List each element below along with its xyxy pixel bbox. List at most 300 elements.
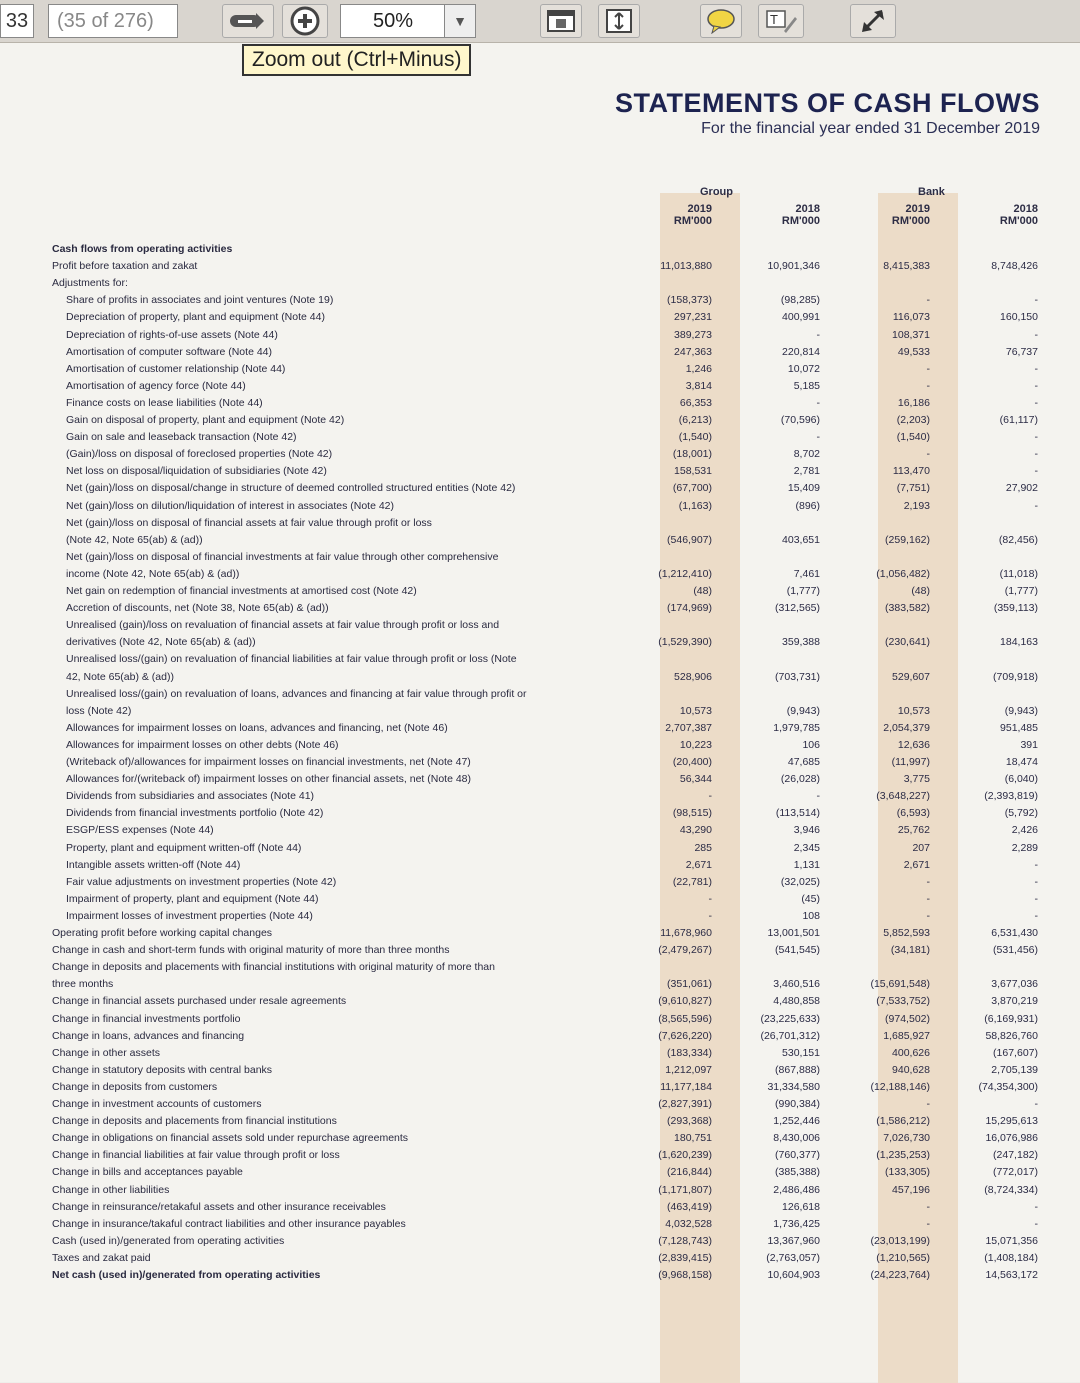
row-label: Allowances for/(writeback of) impairment losses on other financial assets, net (Note 48) [66,773,472,786]
row-value: (158,373) [667,294,712,307]
row-label: Impairment losses of investment properties (Note 44) [66,909,313,922]
table-row [0,806,1080,821]
row-value: (7,626,220) [658,1029,712,1042]
row-value: 391 [1020,738,1038,751]
table-row [0,447,1080,462]
row-value: 116,073 [892,311,930,324]
row-value: 529,607 [892,670,930,683]
table-row [0,550,1080,565]
column-unit: RM'000 [891,215,930,227]
zoom-out-button[interactable] [222,4,274,38]
row-value: - [926,448,930,461]
fit-page-button[interactable] [540,4,582,38]
row-value: 5,185 [793,379,820,392]
row-label: Amortisation of agency force (Note 44) [66,379,246,392]
row-value: (26,701,312) [760,1029,820,1042]
row-value: (1,408,184) [984,1251,1038,1264]
row-label: Unrealised loss/(gain) on revaluation of loans, advances and financing at fair value through profit or [66,687,527,700]
row-value: 940,628 [892,1063,930,1076]
row-value: (167,607) [993,1046,1038,1059]
row-value: - [1034,379,1038,392]
row-value: 8,748,426 [991,260,1038,273]
row-value: - [1034,1098,1038,1110]
table-row [0,481,1080,496]
column-year: 2019 [687,203,712,215]
column-unit: RM'000 [781,215,820,227]
row-label: Intangible assets written-off (Note 44) [66,858,241,871]
row-value: 5,852,593 [883,927,930,939]
row-value: - [926,362,930,375]
row-value: (1,056,482) [876,567,930,580]
row-value: (9,943) [786,704,820,717]
row-value: (70,596) [780,414,820,426]
row-value: 66,353 [679,396,712,409]
statement-title: STATEMENTS OF CASH FLOWS [615,88,1040,118]
statement-subtitle: For the financial year ended 31 December 2019 [701,120,1040,137]
row-value: - [1034,1200,1038,1213]
row-label: ESGP/ESS expenses (Note 44) [66,824,214,837]
row-value: 2,671 [903,858,930,871]
column-header-bank-2019 [840,203,930,227]
row-value: (1,171,807) [658,1183,712,1196]
table-row [0,635,1080,650]
row-label: Unrealised (gain)/loss on revaluation of financial assets at fair value through profit or loss and [66,619,500,632]
text-edit-button[interactable] [758,4,804,38]
table-row [0,875,1080,890]
row-value: (6,169,931) [984,1012,1038,1025]
row-value: (463,419) [667,1200,712,1213]
table-row [0,789,1080,804]
row-label: Change in bills and acceptances payable [52,1166,243,1179]
row-value: - [926,1217,930,1230]
row-value: 10,072 [787,362,820,375]
row-label: Net (gain)/loss on disposal of financial assets at fair value through profit or loss [66,516,432,529]
row-value: 15,295,613 [985,1115,1038,1128]
row-value: (8,724,334) [984,1183,1038,1196]
row-value: 27,902 [1005,482,1038,495]
row-value: - [1034,875,1038,888]
table-row [0,1234,1080,1249]
table-row [0,601,1080,616]
table-row [0,413,1080,428]
row-value: 400,991 [782,311,820,324]
row-value: (6,593) [896,807,930,820]
row-value: (74,354,300) [978,1080,1038,1093]
row-value: 8,430,006 [773,1132,820,1145]
table-row [0,499,1080,514]
row-value: (312,565) [775,602,820,615]
row-label: Net (gain)/loss on disposal/change in structure of deemed controlled structured entities (Note 42) [66,482,516,495]
row-label: Net cash (used in)/generated from operating activities [52,1269,321,1281]
zoom-dropdown-button[interactable] [444,4,476,38]
table-row [0,858,1080,873]
row-value: - [816,328,820,341]
row-label: Change in financial assets purchased under resale agreements [52,995,347,1008]
row-value: 3,814 [685,379,712,392]
row-value: 15,071,356 [985,1234,1038,1247]
row-value: 951,485 [1000,721,1038,734]
speech-bubble-icon [706,8,736,34]
bank-header: Bank [918,186,945,198]
table-row [0,1046,1080,1061]
row-value: (174,969) [667,602,712,615]
row-value: 108 [802,909,820,922]
row-label: Change in deposits and placements with financial institutions with original maturity of more than [52,961,495,974]
table-row [0,926,1080,941]
row-value: 220,814 [782,345,820,358]
row-value: 11,177,184 [660,1080,712,1093]
row-value: - [708,909,712,922]
row-value: (12,188,146) [870,1080,930,1093]
row-value: - [1034,448,1038,461]
row-value: (293,368) [667,1115,712,1128]
row-value: 56,344 [679,773,712,786]
row-value: - [708,892,712,905]
row-value: (7,128,743) [658,1234,712,1247]
row-label: (Writeback of)/allowances for impairment losses on financial investments, net (Note 47) [66,756,471,768]
row-value: (867,888) [775,1063,820,1076]
row-value: (11,997) [891,756,930,768]
table-row [0,1183,1080,1198]
row-value: - [816,790,820,803]
row-value: 3,870,219 [991,995,1038,1008]
row-value: (259,162) [885,533,930,546]
row-label: derivatives (Note 42, Note 65(ab) & (ad)) [66,636,256,649]
row-label: Gain on disposal of property, plant and equipment (Note 42) [66,414,345,426]
row-value: 247,363 [674,345,712,358]
row-value: (48) [911,585,930,597]
row-value: (7,751) [896,482,930,495]
row-label: Amortisation of computer software (Note 44) [66,345,273,358]
row-value: 10,901,346 [767,260,820,273]
table-row [0,242,1080,257]
row-value: 2,193 [903,499,930,512]
row-value: - [1034,328,1038,341]
row-value: (709,918) [993,670,1038,683]
fullscreen-button[interactable] [850,4,896,38]
row-label: (Note 42, Note 65(ab) & (ad)) [66,533,203,546]
row-value: - [708,790,712,803]
row-value: 3,775 [903,773,930,786]
row-value: 10,604,903 [767,1269,820,1281]
row-value: 457,196 [892,1183,930,1196]
row-value: (9,943) [1004,704,1038,717]
row-label: (Gain)/loss on disposal of foreclosed properties (Note 42) [66,448,333,461]
row-value: (247,182) [993,1149,1038,1162]
row-label: Unrealised loss/(gain) on revaluation of financial liabilities at fair value through profit or loss (Note [66,653,517,666]
table-row [0,721,1080,736]
column-header-group-2019 [622,203,712,227]
row-value: (760,377) [775,1149,820,1162]
row-value: (772,017) [993,1166,1038,1179]
row-label: Net (gain)/loss on dilution/liquidation of interest in associates (Note 42) [66,499,395,512]
row-value: (546,907) [667,533,712,546]
table-row [0,1148,1080,1163]
row-value: 7,461 [793,567,820,580]
row-value: - [926,379,930,392]
table-row [0,687,1080,702]
row-value: 2,289 [1011,841,1038,854]
row-label: Gain on sale and leaseback transaction (Note 42) [66,431,297,444]
row-value: 47,685 [787,756,820,768]
table-row [0,994,1080,1009]
row-value: 1,131 [793,858,820,871]
row-value: 8,415,383 [883,260,930,273]
row-value: 12,636 [897,738,930,751]
row-label: Change in financial investments portfolio [52,1012,241,1025]
table-row [0,1114,1080,1129]
row-value: 3,677,036 [991,978,1038,991]
row-value: 16,186 [897,396,930,409]
row-label: Accretion of discounts, net (Note 38, Note 65(ab) & (ad)) [66,602,329,615]
table-row [0,1251,1080,1266]
row-value: 2,345 [793,841,820,854]
row-value: (216,844) [667,1166,712,1179]
row-label: 42, Note 65(ab) & (ad)) [66,670,174,683]
column-unit: RM'000 [999,215,1038,227]
column-year: 2018 [795,203,820,215]
row-label: Change in reinsurance/retakaful assets and other insurance receivables [52,1200,386,1213]
row-value: 2,781 [793,465,820,478]
row-value: (1,777) [786,585,820,597]
row-value: 8,702 [793,448,820,461]
row-value: 25,762 [897,824,930,837]
row-value: - [926,892,930,905]
row-value: (34,181) [890,944,930,957]
row-value: 400,626 [892,1046,930,1059]
row-value: - [926,1098,930,1110]
row-value: (20,400) [672,756,712,768]
table-row [0,464,1080,479]
svg-text:T: T [770,12,778,27]
comment-button[interactable] [700,4,742,38]
fit-page-icon [546,8,576,34]
row-label: Operating profit before working capital changes [52,927,273,939]
row-label: Depreciation of rights-of-use assets (Note 44) [66,328,278,341]
row-value: (385,388) [775,1166,820,1179]
table-row [0,1063,1080,1078]
table-row [0,652,1080,667]
row-value: (1,210,565) [876,1251,930,1264]
text-pencil-icon [764,7,798,35]
row-value: (7,533,752) [876,995,930,1008]
page-number-input[interactable]: 33 [0,4,34,38]
row-value: 4,480,858 [773,995,820,1008]
row-value: (3,648,227) [876,790,930,803]
row-value: 1,685,927 [883,1029,930,1042]
row-label: Change in financial liabilities at fair value through profit or loss [52,1149,340,1162]
row-label: Change in deposits and placements from financial institutions [52,1115,337,1128]
row-label: Change in cash and short-term funds with original maturity of more than three months [52,944,450,957]
row-value: (183,334) [667,1046,712,1059]
row-value: 297,231 [674,311,712,324]
row-label: Net loss on disposal/liquidation of subsidiaries (Note 42) [66,465,327,478]
row-label: three months [52,978,114,991]
row-value: (11,018) [999,567,1038,580]
row-value: 10,573 [897,704,930,717]
row-value: (896) [795,499,820,512]
column-unit: RM'000 [673,215,712,227]
row-value: - [1034,892,1038,905]
row-value: (990,384) [775,1098,820,1110]
row-value: (1,529,390) [658,636,712,649]
row-value: (113,514) [775,807,820,820]
row-value: - [1034,431,1038,444]
row-value: (9,968,158) [658,1269,712,1281]
table-row [0,1080,1080,1095]
row-value: 2,707,387 [665,721,712,734]
row-value: 7,026,730 [883,1132,930,1145]
row-value: (6,213) [678,414,712,426]
row-label: Share of profits in associates and joint ventures (Note 19) [66,294,334,307]
row-value: (2,479,267) [658,944,712,957]
row-value: (1,620,239) [658,1149,712,1162]
row-label: Dividends from financial investments portfolio (Note 42) [66,807,324,820]
row-label: Profit before taxation and zakat [52,260,198,273]
table-row [0,1131,1080,1146]
row-value: (1,235,253) [876,1149,930,1162]
column-header-bank-2018 [948,203,1038,227]
table-row [0,892,1080,907]
table-row [0,755,1080,770]
table-row [0,1012,1080,1027]
row-value: (32,025) [780,875,820,888]
row-value: (2,827,391) [658,1098,712,1110]
row-label: Change in loans, advances and financing [52,1029,245,1042]
row-value: 530,151 [782,1046,820,1059]
zoom-out-icon [228,9,268,33]
row-label: Amortisation of customer relationship (Note 44) [66,362,286,375]
row-value: 3,946 [793,824,820,837]
row-label: Allowances for impairment losses on loans, advances and financing, net (Note 46) [66,721,448,734]
table-row [0,345,1080,360]
table-row [0,567,1080,582]
expand-arrows-icon [604,7,634,35]
table-row [0,670,1080,685]
fit-width-button[interactable] [598,4,640,38]
row-value: - [926,1200,930,1213]
row-label: Finance costs on lease liabilities (Note 44) [66,396,263,409]
row-value: 2,054,379 [883,721,930,734]
row-value: (351,061) [667,978,712,991]
fullscreen-arrow-icon [858,6,888,36]
pdf-toolbar [0,0,1080,43]
row-value: (531,456) [993,944,1038,957]
row-value: 285 [694,841,712,854]
row-label: Change in investment accounts of customers [52,1098,262,1110]
row-value: 16,076,986 [985,1132,1038,1145]
table-row [0,533,1080,548]
zoom-in-button[interactable] [282,4,328,38]
table-row [0,516,1080,531]
row-value: 207 [912,841,930,854]
row-label: Allowances for impairment losses on other debts (Note 46) [66,738,339,751]
chevron-down-icon: ▼ [453,13,467,29]
table-row [0,1268,1080,1283]
table-row [0,738,1080,753]
pdf-page [0,43,1080,1382]
row-value: 1,212,097 [665,1063,712,1076]
row-label: Change in insurance/takaful contract liabilities and other insurance payables [52,1217,406,1230]
row-value: (1,540) [896,431,930,444]
table-row [0,943,1080,958]
table-row [0,1200,1080,1215]
row-value: (45) [801,892,820,905]
row-label: Change in other assets [52,1046,160,1059]
row-value: 2,671 [685,858,712,871]
row-value: 58,826,760 [985,1029,1038,1042]
row-value: (18,001) [672,448,712,461]
row-label: loss (Note 42) [66,704,132,717]
row-value: - [1034,465,1038,478]
page-count-display: (35 of 276) [48,4,178,38]
row-value: (974,502) [885,1012,930,1025]
row-label: Adjustments for: [52,277,128,290]
row-label: income (Note 42, Note 65(ab) & (ad)) [66,567,240,580]
row-value: 108,371 [892,328,930,341]
row-value: (15,691,548) [870,978,930,991]
row-value: 1,246 [685,362,712,375]
table-row [0,960,1080,975]
row-value: (133,305) [885,1166,930,1179]
zoom-level-field[interactable]: 50% [340,4,446,38]
row-value: 389,273 [674,328,712,341]
row-value: (230,641) [885,636,930,649]
row-value: 106 [802,738,820,751]
table-row [0,841,1080,856]
row-value: 10,223 [679,738,712,751]
row-value: 76,737 [1005,345,1038,358]
row-value: - [1034,294,1038,307]
row-label: Net gain on redemption of financial investments at amortised cost (Note 42) [66,585,417,597]
table-row [0,328,1080,343]
row-value: - [1034,499,1038,512]
row-label: Change in statutory deposits with central banks [52,1063,273,1076]
row-value: 160,150 [1000,311,1038,324]
row-label: Change in deposits from customers [52,1080,218,1093]
row-value: (1,163) [678,499,712,512]
table-row [0,259,1080,274]
row-value: (359,113) [993,602,1038,615]
group-header: Group [700,186,733,198]
row-value: - [926,909,930,922]
row-label: Property, plant and equipment written-off (Note 44) [66,841,302,854]
row-label: Fair value adjustments on investment properties (Note 42) [66,875,337,888]
table-row [0,362,1080,377]
row-value: (541,545) [775,944,820,957]
row-value: 1,979,785 [773,721,820,734]
row-value: - [1034,396,1038,409]
row-value: (98,285) [780,294,820,307]
table-row [0,1097,1080,1112]
row-value: 14,563,172 [985,1269,1038,1281]
zoom-in-icon [289,5,321,37]
row-label: Change in other liabilities [52,1183,170,1196]
row-value: - [1034,1217,1038,1230]
row-value: - [1034,362,1038,375]
row-label: Net (gain)/loss on disposal of financial investments at fair value through other comprehensive [66,550,499,563]
row-value: 528,906 [674,670,712,683]
row-value: (23,225,633) [760,1012,820,1025]
row-value: 4,032,528 [665,1217,712,1230]
table-row [0,772,1080,787]
row-value: 2,426 [1011,824,1038,837]
row-value: 403,651 [782,533,820,546]
row-value: (2,839,415) [658,1251,712,1264]
table-row [0,823,1080,838]
table-row [0,293,1080,308]
row-value: 359,388 [782,636,820,649]
